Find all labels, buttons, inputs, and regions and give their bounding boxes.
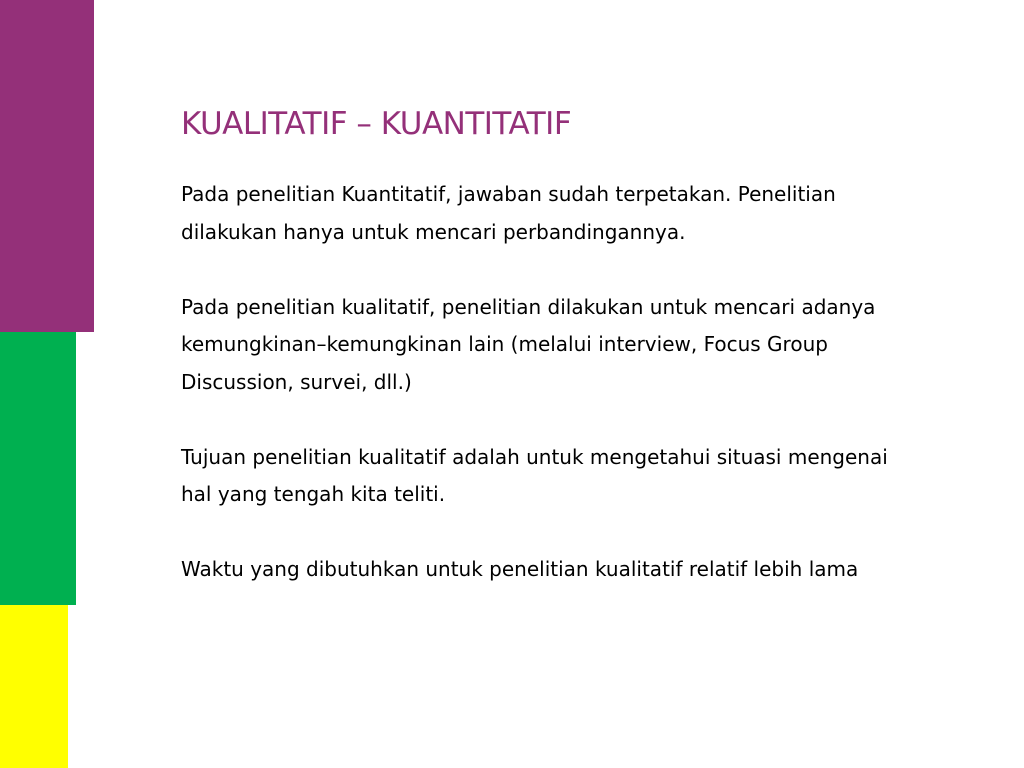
accent-bar-yellow xyxy=(0,605,68,768)
accent-bar-purple xyxy=(0,0,94,332)
paragraph-kuantitatif: Pada penelitian Kuantitatif, jawaban sudah terpetakan. Penelitian dilakukan hanya untuk mencari perbandingannya. xyxy=(181,182,836,244)
slide-body xyxy=(181,176,921,589)
slide-title: KUALITATIF – KUANTITATIF xyxy=(181,106,572,142)
accent-bar-green xyxy=(0,332,76,605)
paragraph-kualitatif: Pada penelitian kualitatif, penelitian dilakukan untuk mencari adanya kemungkinan–kemungkinan lain (melalui interview, Focus Group Discussion, survei, dll.) xyxy=(181,294,876,394)
paragraph-tujuan: Tujuan penelitian kualitatif adalah untuk mengetahui situasi mengenai hal yang tengah kita teliti. xyxy=(181,444,888,506)
paragraph-waktu: Waktu yang dibutuhkan untuk penelitian kualitatif relatif lebih lama xyxy=(181,557,859,581)
